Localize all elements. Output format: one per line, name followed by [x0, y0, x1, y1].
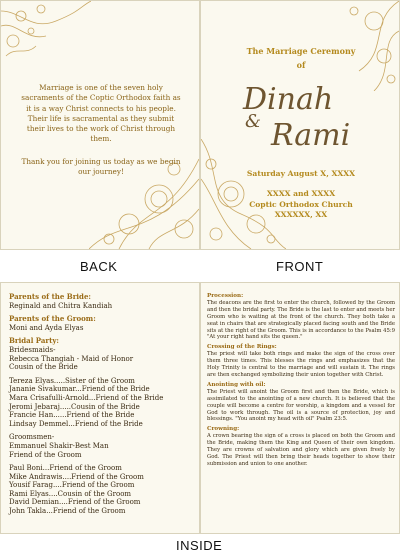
groom-parents-heading: Parents of the Groom:: [9, 314, 96, 324]
groomsman-item: Yousif Farag....Friend of the Groom: [9, 481, 135, 490]
bridal-party-line: Cousin of the Bride: [9, 363, 78, 372]
front-panel: [200, 0, 400, 250]
inside-left-panel: [0, 282, 200, 534]
ceremony-title-line1: The Marriage Ceremony: [246, 46, 356, 56]
inside-right-panel: [200, 282, 400, 534]
ceremony-date: Saturday August X, XXXX: [246, 169, 356, 178]
bridesmaid-item: Lindsay Demmel...Friend of the Bride: [9, 419, 143, 428]
name-ampersand: &: [245, 111, 262, 132]
groomsman-item: David Demian....Friend of the Groom: [9, 498, 141, 507]
groomsman-item: Paul Boni...Friend of the Groom: [9, 464, 122, 473]
church-name: Coptic Orthodox Church: [249, 199, 353, 209]
church-city: XXXXXX, XX: [274, 210, 328, 219]
ceremony-title: [201, 44, 400, 72]
groomsmen-line: Emmanuel Shakir-Best Man: [9, 441, 109, 450]
bridesmaid-item: Jananie Sivakumar...Friend of the Bride: [9, 385, 150, 394]
groom-parents: Moni and Ayda Elyas: [9, 323, 84, 332]
back-panel: [0, 0, 200, 250]
groomsmen-line: Friend of the Groom: [9, 450, 82, 459]
front-label: FRONT: [276, 259, 324, 274]
bridal-party-line: Rebecca Thangiah - Maid of Honor: [9, 354, 134, 363]
bridesmaid-item: Francie Han......Friend of the Bride: [9, 411, 135, 420]
back-paragraph: Marriage is one of the seven holy sacraments of the Coptic Orthodox faith as it is a way Christ connects to his people. Their life is sacramental as they submit their lives to the work of Christ through them.: [21, 83, 181, 144]
bridal-party-heading: Bridal Party:: [9, 336, 59, 346]
back-label: BACK: [80, 259, 118, 274]
bridal-party-line: Bridesmaids-: [9, 345, 56, 354]
groomsman-item: John Takla...Friend of the Groom: [9, 507, 126, 516]
floral-ornament-top-left: [1, 1, 91, 71]
rings-text: The priest will take both rings and make the sign of the cross over them three times. This blesses the rings and emphasizes that the Holy Trinity is central to the marriage and will sustain it. The rings are then exchanged symbolizing their union together with Christ.: [207, 351, 395, 378]
oil-heading: Anointing with oil:: [207, 381, 266, 388]
ceremony-time: XXXX and XXXX: [266, 189, 336, 198]
bride-parents-heading: Parents of the Bride:: [9, 292, 91, 301]
bridesmaid-item: Tereza Elyas.....Sister of the Groom: [9, 376, 135, 385]
ceremony-title-line2: of: [296, 60, 306, 70]
bridesmaid-item: Jeromi Jebaraj.....Cousin of the Bride: [9, 402, 140, 411]
name-bride: Dinah: [243, 82, 334, 117]
ceremony-venue: [201, 189, 400, 221]
floral-ornament-bottom-right: [89, 139, 199, 249]
groomsman-item: Rami Elyas....Cousin of the Groom: [9, 489, 132, 498]
procession-heading: Procession:: [207, 293, 244, 299]
couple-names: [201, 79, 400, 159]
groomsman-item: Mike Andrawis....Friend of the Groom: [9, 472, 144, 481]
crowning-heading: Crowning:: [207, 426, 240, 433]
oil-text: The Priest will anoint the Groom first and then the Bride, which is assimilated to the anointing of a new church. It is believed that the couple will become a centre for worship, a kingdom and a vessel for God to work through. The oil is a source of protection, joy and blessings. "You anoint my head with oil" Psalm 23:5.: [207, 388, 395, 423]
back-thanks-text: Thank you for joining us today as we begin our journey!: [21, 157, 181, 177]
name-groom: Rami: [271, 118, 351, 153]
bride-parents: Reginald and Chitra Kandiah: [9, 301, 113, 310]
rings-heading: Crossing of the Rings:: [207, 344, 277, 351]
groomsmen-line: Groomsmen-: [9, 433, 55, 442]
crowning-text: A crown bearing the sign of a cross is placed on both the Groom and the Bride, making them the King and Queen of their own kingdom. They are crowns of salvation and glory which are given freely by God. The Priest will then bring their heads together to show their submission and union to one another.: [207, 433, 395, 467]
bridesmaid-item: Mara Crisafulli-Arnold...Friend of the Bride: [9, 393, 164, 402]
inside-label: INSIDE: [176, 538, 223, 553]
procession-text: The deacons are the first to enter the church, followed by the Groom and then the bridal party. The Bride is the last to enter and meets her Groom who is waiting at the front of the church. They both take a seat in chairs that are strategically placed facing south and the Bride sits at the right of the Groom. This is in accordance to the Psalm 45:9 "At your right hand sits the queen.": [207, 299, 395, 341]
